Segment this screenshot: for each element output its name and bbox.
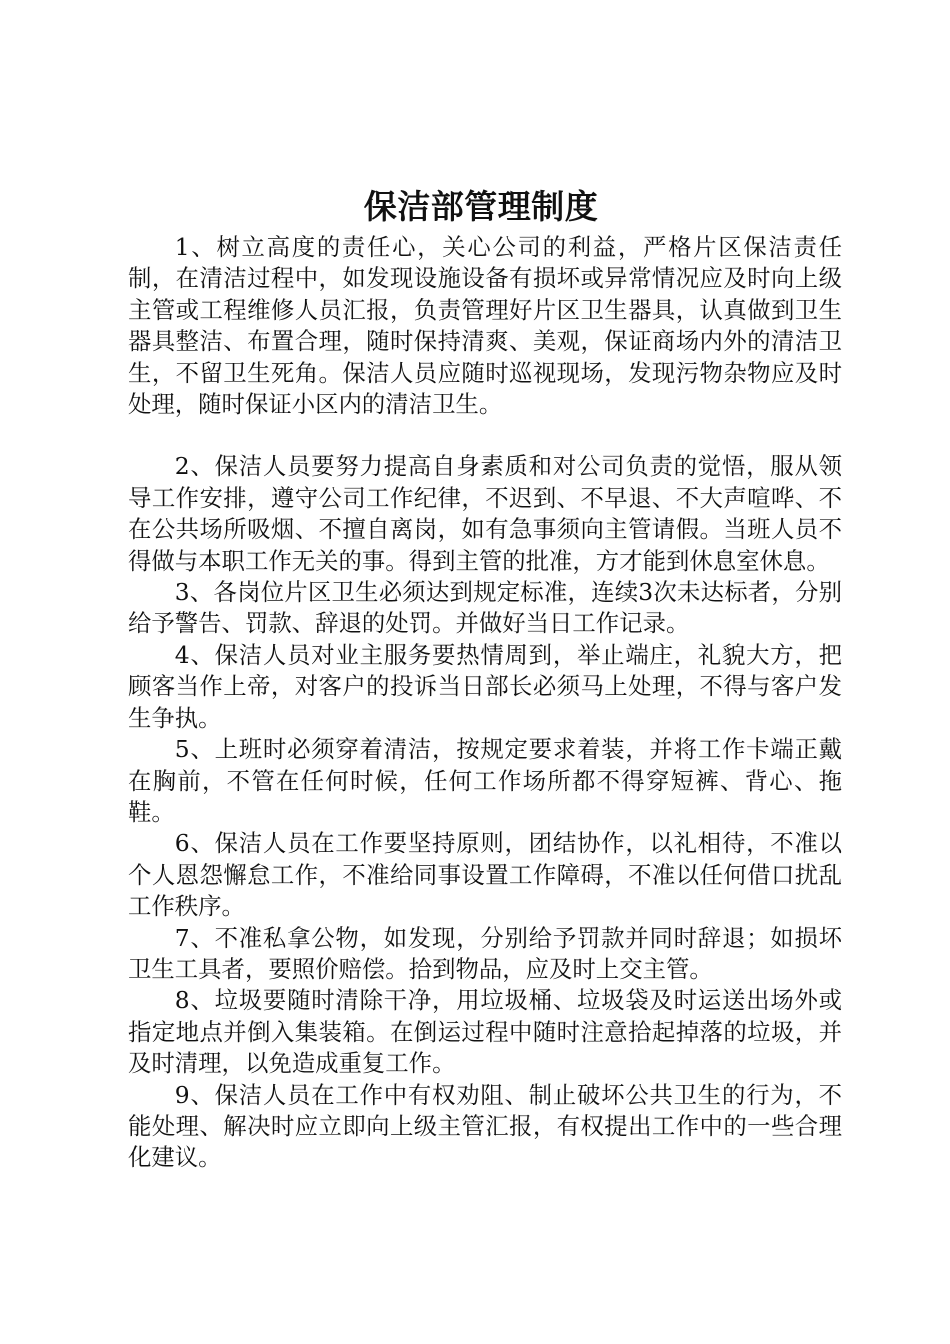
rule-paragraph-6: 6、保洁人员在工作要坚持原则，团结协作，以礼相待，不准以个人恩怨懈怠工作，不准给同事设置工作障碍，不准以任何借口扰乱工作秩序。 (128, 829, 842, 921)
rule-paragraph-7: 7、不准私拿公物，如发现，分别给予罚款并同时辞退；如损坏卫生工具者，要照价赔偿。拾到物品，应及时上交主管。 (128, 923, 842, 983)
rule-paragraph-5: 5、上班时必须穿着清洁，按规定要求着装，并将工作卡端正戴在胸前，不管在任何时候，任何工作场所都不得穿短裤、背心、拖鞋。 (128, 735, 842, 826)
rule-paragraph-2: 2、保洁人员要努力提高自身素质和对公司负责的觉悟，服从领导工作安排，遵守公司工作纪律，不迟到、不早退、不大声喧哗、不在公共场所吸烟、不擅自离岗，如有急事须向主管请假。当班人员不得做与本职工作无关的事。得到主管的批准，方才能到休息室休息。 (128, 452, 842, 575)
rule-paragraph-4: 4、保洁人员对业主服务要热情周到，举止端庄，礼貌大方，把顾客当作上帝，对客户的投诉当日部长必须马上处理，不得与客户发生争执。 (128, 640, 842, 732)
document-body (128, 232, 842, 1174)
rule-paragraph-9: 9、保洁人员在工作中有权劝阻、制止破坏公共卫生的行为，不能处理、解决时应立即向上级主管汇报，有权提出工作中的一些合理化建议。 (128, 1080, 842, 1172)
rule-paragraph-8: 8、垃圾要随时清除干净，用垃圾桶、垃圾袋及时运送出场外或指定地点并倒入集装箱。在倒运过程中随时注意拾起掉落的垃圾，并及时清理，以免造成重复工作。 (128, 986, 842, 1078)
document-title: 保洁部管理制度 (363, 187, 599, 226)
rule-paragraph-3: 3、各岗位片区卫生必须达到规定标准，连续3次未达标者，分别给予警告、罚款、辞退的处罚。并做好当日工作记录。 (128, 578, 842, 638)
rule-paragraph-1: 1、树立高度的责任心，关心公司的利益，严格片区保洁责任制，在清洁过程中，如发现设施设备有损坏或异常情况应及时向上级主管或工程维修人员汇报，负责管理好片区卫生器具，认真做到卫生器具整洁、布置合理，随时保持清爽、美观，保证商场内外的清洁卫生，不留卫生死角。保洁人员应随时巡视现场，发现污物杂物应及时处理，随时保证小区内的清洁卫生。 (128, 233, 842, 419)
